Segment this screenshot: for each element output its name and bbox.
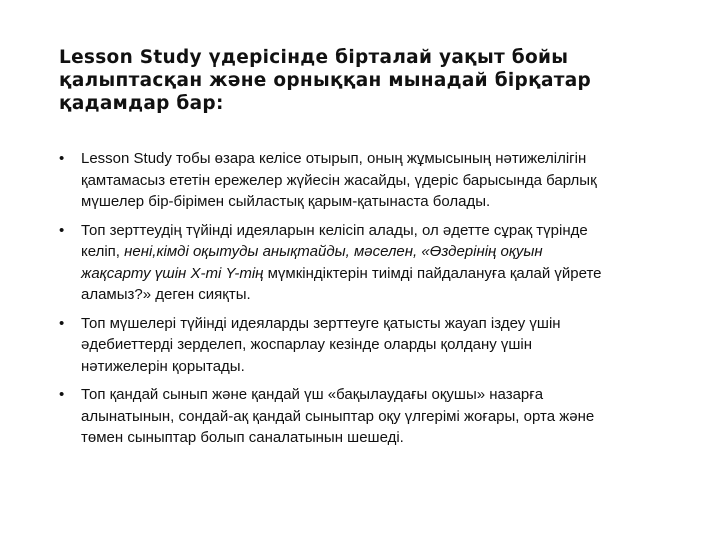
bullet-text-line: Топ мүшелері түйінді идеяларды зерттеуге қатысты жауап іздеу үшін	[81, 314, 561, 332]
bullet-marker: •	[59, 221, 65, 239]
bullet-item	[59, 384, 669, 449]
bullet-list	[59, 148, 669, 456]
bullet-text-plain: келіп,	[81, 243, 125, 260]
bullet-item	[59, 220, 669, 306]
bullet-marker: •	[59, 386, 65, 403]
bullet-text-italic: жақсарту үшін X-ті Y-тің	[81, 264, 264, 282]
bullet-text-plain: мүмкіндіктерін тиімді пайдалануға қалай үйрете	[263, 264, 602, 282]
bullet-item	[59, 313, 669, 378]
bullet-text-italic: нені,кімді оқытуды анықтайды, мәселен, «Өздерінің оқуын	[124, 243, 543, 260]
title-line: Lesson Study үдерісінде бірталай уақыт бойы	[59, 47, 569, 68]
bullet-text-line: Топ зерттеудің түйінді идеяларын келісіп алады, ол әдетте сұрақ түрінде	[81, 221, 588, 239]
bullet-text-line: Lesson Study тобы өзара келісе отырып, оның жұмысының нәтижелілігін	[81, 150, 587, 167]
bullet-text-line	[81, 263, 669, 285]
bullet-item	[59, 148, 669, 213]
bullet-text-line: төмен сыныптар болып саналатынын шешеді.	[81, 429, 404, 446]
title-line: қалыптасқан және орныққан мынадай бірқатар	[59, 70, 592, 91]
bullet-text-line: мүшелер бір-бірімен сыйластық қарым-қатынаста болады.	[81, 193, 491, 210]
bullet-text-line: қамтамасыз ететін ережелер жүйесін жасайды, үдеріс барысында барлық	[81, 171, 597, 189]
title-line: қадамдар бар:	[59, 93, 224, 114]
bullet-text-line: алынатынын, сондай-ақ қандай сыныптар оқу үлгерімі жоғары, орта және	[81, 407, 595, 425]
bullet-marker: •	[59, 150, 65, 167]
slide-title	[59, 46, 659, 115]
bullet-text-line: әдебиеттерді зерделеп, жоспарлау кезінде оларды қолдану үшін	[81, 336, 533, 353]
bullet-marker: •	[59, 314, 65, 332]
bullet-text-line: нәтижелерін қорытады.	[81, 357, 245, 375]
bullet-text-line: Топ қандай сынып және қандай үш «бақылаудағы оқушы» назарға	[81, 386, 544, 403]
bullet-text-line: аламыз?» деген сияқты.	[81, 286, 251, 303]
bullet-text-line	[81, 241, 669, 263]
